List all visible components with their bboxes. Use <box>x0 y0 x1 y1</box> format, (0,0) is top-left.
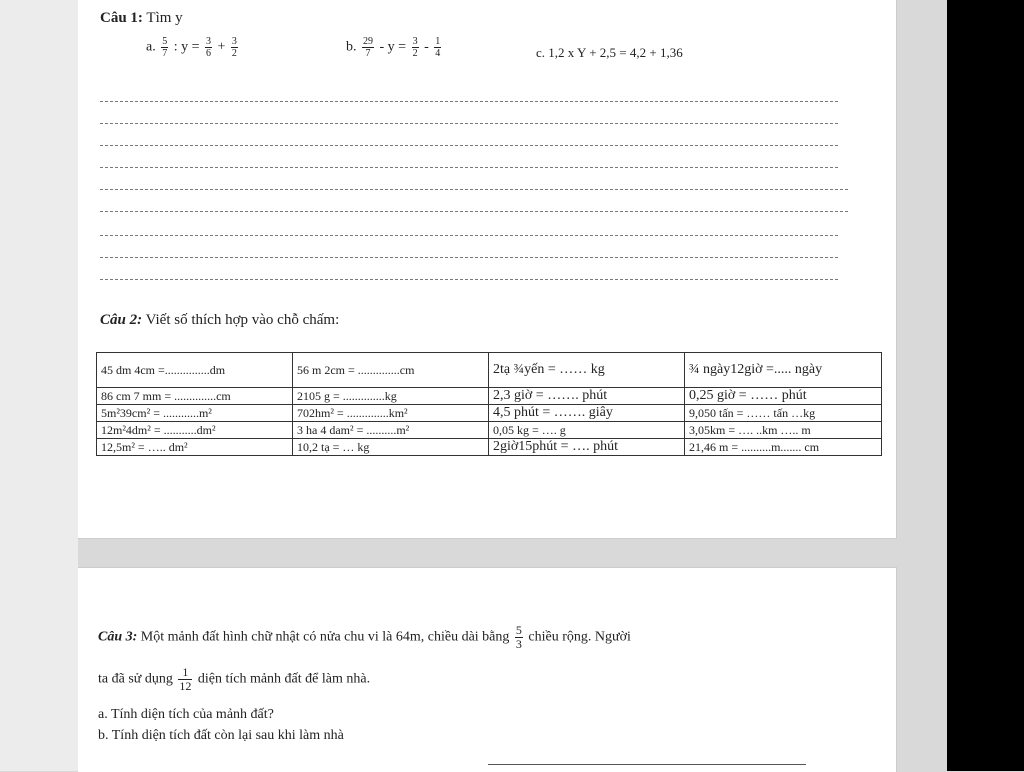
table-cell: 0,05 kg = …. g <box>489 422 685 439</box>
table-row <box>97 422 882 439</box>
right-margin <box>947 0 1024 771</box>
equation-a-mid: : y = <box>173 39 200 55</box>
table-cell: 0,25 giờ = …… phút <box>685 388 882 405</box>
fraction: $\frac{3}{2}$ <box>231 36 237 59</box>
table-cell: 12,5m² = ….. dm² <box>97 439 293 456</box>
answer-line <box>100 211 848 212</box>
table-cell: 4,5 phút = ……. giây <box>489 405 685 422</box>
minus-sign: - <box>424 39 429 55</box>
answer-line <box>100 101 838 102</box>
question-3-text: ta đã sử dụng <box>98 671 173 687</box>
answer-line <box>488 764 806 765</box>
table-cell: 702hm² = ..............km² <box>293 405 489 422</box>
table-cell: 2giờ15phút = …. phút <box>489 439 685 456</box>
equation-a-prefix: a. <box>146 39 156 55</box>
table-row <box>97 388 882 405</box>
fraction: $\frac{1}{4}$ <box>435 36 441 59</box>
question-3-text: chiều rộng. Người <box>528 629 631 645</box>
fraction: $\frac{5}{3}$ <box>515 623 522 651</box>
equation-b-mid: - y = <box>379 39 407 55</box>
fraction: $\frac{5}{7}$ <box>162 36 168 59</box>
question-2-title <box>100 312 339 329</box>
answer-line <box>100 257 838 258</box>
question-3b: b. Tính diện tích đất còn lại sau khi làm nhà <box>98 728 344 743</box>
table-row <box>97 439 882 456</box>
fraction: $\frac{3}{2}$ <box>412 36 418 59</box>
table-row <box>97 353 882 388</box>
question-3-text: diện tích mảnh đất để làm nhà. <box>197 671 371 687</box>
question-3-line-2 <box>98 666 370 693</box>
table-cell: 45 dm 4cm =...............dm <box>97 353 293 388</box>
table-cell: 10,2 tạ = … kg <box>293 439 489 456</box>
equation-c: c. 1,2 x Y + 2,5 = 4,2 + 1,36 <box>536 45 683 60</box>
table-cell: 5m²39cm² = ............m² <box>97 405 293 422</box>
table-cell: 2,3 giờ = ……. phút <box>489 388 685 405</box>
question-2-label: Câu 2: <box>100 312 143 328</box>
question-2-text: Viết số thích hợp vào chỗ chấm: <box>145 312 340 328</box>
equation-b-prefix: b. <box>346 39 357 55</box>
table-cell: 56 m 2cm = ..............cm <box>293 353 489 388</box>
answer-line <box>100 167 838 168</box>
table-cell: 3 ha 4 dam² = ..........m² <box>293 422 489 439</box>
table-cell: 2105 g = ..............kg <box>293 388 489 405</box>
table-cell: ¾ ngày12giờ =..... ngày <box>685 353 882 388</box>
question-3-line-1 <box>98 624 631 651</box>
document-page-2 <box>78 567 897 772</box>
question-3-text: Một mảnh đất hình chữ nhật có nửa chu vi là 64m, chiều dài bằng <box>140 629 510 645</box>
table-cell: 86 cm 7 mm = ..............cm <box>97 388 293 405</box>
equation-a <box>146 36 240 59</box>
question-1-label: Câu 1: <box>100 10 143 26</box>
answer-line <box>100 235 838 236</box>
table-row <box>97 405 882 422</box>
document-page-1 <box>78 0 897 539</box>
answer-line <box>100 145 838 146</box>
answer-line <box>100 189 848 190</box>
table-cell: 3,05km = …. ..km ….. m <box>685 422 882 439</box>
question-3a: a. Tính diện tích của mảnh đất? <box>98 707 274 722</box>
conversion-table <box>96 352 882 456</box>
question-3-label: Câu 3: <box>98 629 138 645</box>
question-1-text: Tìm y <box>146 10 183 26</box>
fraction: $\frac{3}{6}$ <box>206 36 212 59</box>
table-cell: 9,050 tấn = …… tấn …kg <box>685 405 882 422</box>
plus-sign: + <box>217 39 226 55</box>
table-cell: 21,46 m = ..........m....... cm <box>685 439 882 456</box>
answer-line <box>100 123 838 124</box>
fraction: $\frac{29}{7}$ <box>363 36 373 59</box>
fraction: $\frac{1}{12}$ <box>179 665 192 693</box>
table-cell: 2tạ ¾yến = …… kg <box>489 353 685 388</box>
question-1-title <box>100 10 183 27</box>
answer-line <box>100 279 838 280</box>
left-margin <box>0 0 78 771</box>
table-cell: 12m²4dm² = ...........dm² <box>97 422 293 439</box>
equation-b <box>346 36 443 59</box>
